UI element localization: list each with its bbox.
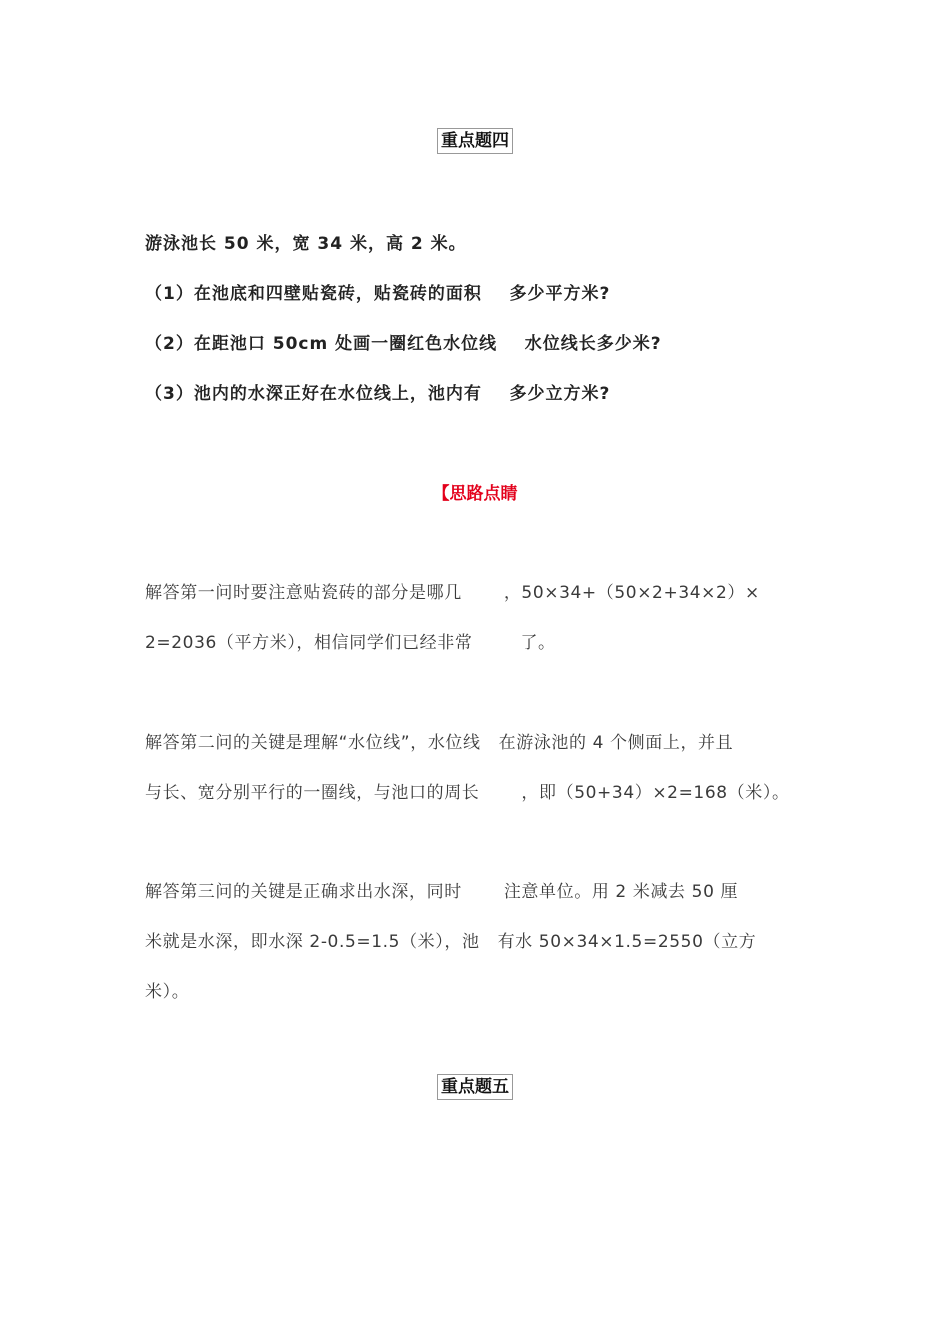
- answer-1-line-1: 解答第一问时要注意贴瓷砖的部分是哪几 ，50×34+（50×2+34×2）×: [145, 583, 760, 603]
- answer-1-line-2: 2=2036（平方米），相信同学们已经非常 了。: [145, 633, 556, 653]
- question-item-1: （1）在池底和四壁贴瓷砖，贴瓷砖的面积 多少平方米?: [145, 284, 611, 304]
- section-title-5-text: 重点题五: [437, 1074, 513, 1100]
- section-title-5: [0, 1074, 950, 1100]
- section-title-4-text: 重点题四: [437, 128, 513, 154]
- hint-title: 【思路点睛: [432, 484, 518, 504]
- answer-3-line-2: 米就是水深，即水深 2-0.5=1.5（米），池 有水 50×34×1.5=2550（立方: [145, 932, 757, 952]
- answer-3-line-1: 解答第三问的关键是正确求出水深，同时 注意单位。用 2 米减去 50 厘: [145, 882, 739, 902]
- answer-2-line-1: 解答第二问的关键是理解“水位线”，水位线 在游泳池的 4 个侧面上，并且: [145, 733, 734, 753]
- answer-2-line-2: 与长、宽分别平行的一圈线，与池口的周长 ，即（50+34）×2=168（米）。: [145, 783, 790, 803]
- question-intro: 游泳池长 50 米，宽 34 米，高 2 米。: [145, 234, 467, 254]
- answer-3-line-3: 米）。: [145, 982, 190, 1002]
- question-item-3: （3）池内的水深正好在水位线上，池内有 多少立方米?: [145, 384, 611, 404]
- section-title-4: [0, 128, 950, 154]
- question-item-2: （2）在距池口 50cm 处画一圈红色水位线 水位线长多少米?: [145, 334, 662, 354]
